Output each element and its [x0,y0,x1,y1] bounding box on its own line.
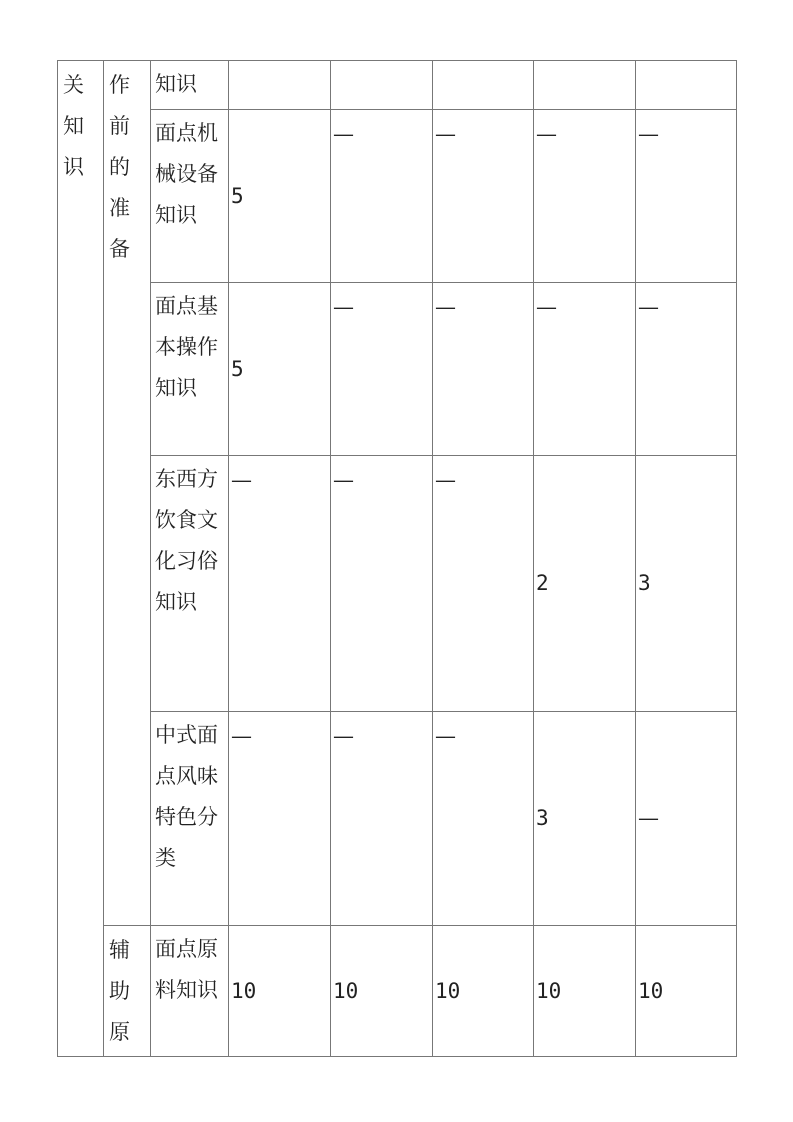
value-cell: — [636,110,737,283]
value-cell: 10 [331,926,433,1057]
value-cell [229,61,331,110]
item-label: 东西方饮食文化习俗知识 [155,467,218,614]
value-cell: 10 [534,926,636,1057]
value-cell: — [636,712,737,926]
value-cell: — [331,110,433,283]
subcategory-label: 作前的准备 [109,73,130,261]
value-cell: 3 [636,456,737,712]
subcategory-label: 辅助原 [109,938,130,1044]
item-cell [151,456,229,712]
value-cell: — [229,456,331,712]
value-cell [433,61,534,110]
value-cell: — [229,712,331,926]
value-cell: 3 [534,712,636,926]
table-row [58,283,737,456]
skill-weight-table [57,60,737,1057]
value-cell: — [433,456,534,712]
item-label: 面点机械设备知识 [155,121,218,227]
item-label: 知识 [155,72,197,96]
table-row [58,456,737,712]
value-cell: — [433,712,534,926]
value-cell: — [433,110,534,283]
value-cell: 10 [636,926,737,1057]
value-cell: — [433,283,534,456]
value-cell [331,61,433,110]
table-row [58,61,737,110]
value-cell: — [636,283,737,456]
item-label: 中式面点风味特色分类 [155,723,218,870]
value-cell: 5 [229,283,331,456]
item-cell [151,61,229,110]
item-label: 面点原料知识 [155,937,218,1002]
table-row [58,926,737,1057]
item-cell [151,712,229,926]
item-cell [151,283,229,456]
value-cell: — [534,283,636,456]
subcategory-cell [104,61,151,926]
value-cell [636,61,737,110]
value-cell: — [534,110,636,283]
item-cell [151,926,229,1057]
value-cell: 2 [534,456,636,712]
value-cell: — [331,456,433,712]
value-cell: — [331,712,433,926]
table-row [58,110,737,283]
value-cell: 10 [229,926,331,1057]
category-label: 关知识 [63,73,84,179]
item-label: 面点基本操作知识 [155,294,218,400]
item-cell [151,110,229,283]
subcategory-cell [104,926,151,1057]
value-cell: — [331,283,433,456]
value-cell [534,61,636,110]
table-row [58,712,737,926]
value-cell: 5 [229,110,331,283]
category-cell [58,61,104,1057]
value-cell: 10 [433,926,534,1057]
